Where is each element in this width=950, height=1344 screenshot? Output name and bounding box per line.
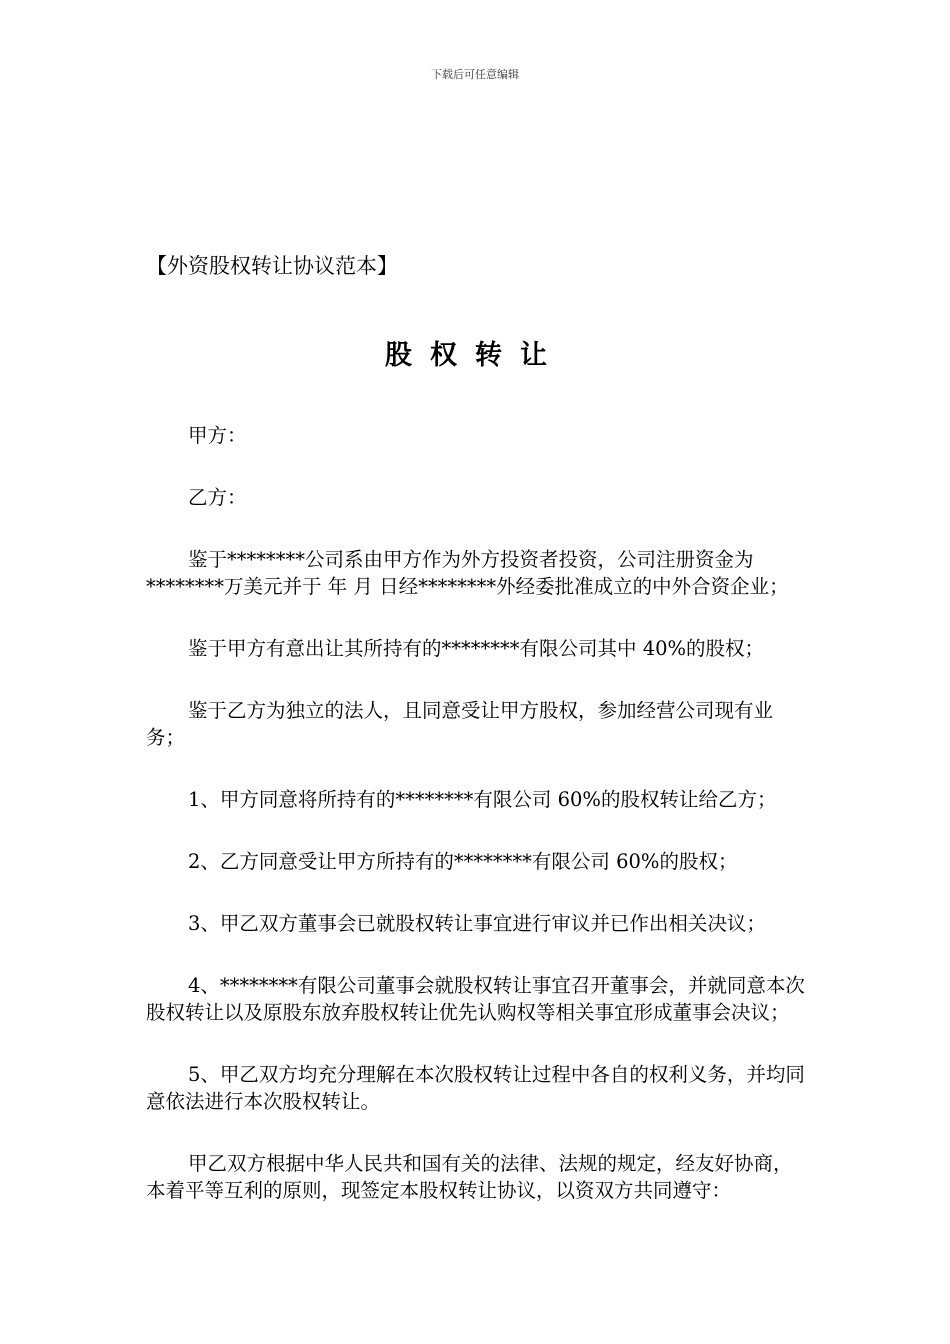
document-heading: 【外资股权转让协议范本】	[146, 254, 398, 278]
clause-paragraph: 2、乙方同意受让甲方所持有的********有限公司 60%的股权；	[188, 850, 738, 873]
document-title: 股权转让	[385, 340, 565, 371]
clause-paragraph: 5、甲乙双方均充分理解在本次股权转让过程中各自的权利义务，并均同意依法进行本次股权转让。	[146, 1063, 805, 1113]
recital-paragraph: 鉴于********公司系由甲方作为外方投资者投资，公司注册资金为********万美元并于 年 月 日经********外经委批准成立的中外合资企业；	[146, 548, 789, 598]
document-body	[146, 422, 811, 1239]
page-header: 下载后可任意编辑	[431, 68, 519, 81]
closing-paragraph: 甲乙双方根据中华人民共和国有关的法律、法规的规定，经友好协商，本着平等互利的原则，现签定本股权转让协议，以资双方共同遵守：	[146, 1152, 793, 1202]
recital-paragraph: 鉴于甲方有意出让其所持有的********有限公司其中 40%的股权；	[188, 637, 765, 660]
party-a-line: 甲方：	[188, 424, 247, 447]
recital-paragraph: 鉴于乙方为独立的法人，且同意受让甲方股权，参加经营公司现有业务；	[146, 699, 774, 749]
clause-paragraph: 4、********有限公司董事会就股权转让事宜召开董事会，并就同意本次股权转让以及原股东放弃股权转让优先认购权等相关事宜形成董事会决议；	[146, 974, 805, 1024]
clause-paragraph: 3、甲乙双方董事会已就股权转让事宜进行审议并已作出相关决议；	[188, 912, 766, 935]
clause-paragraph: 1、甲方同意将所持有的********有限公司 60%的股权转让给乙方；	[188, 788, 777, 811]
party-b-line: 乙方：	[188, 486, 247, 509]
